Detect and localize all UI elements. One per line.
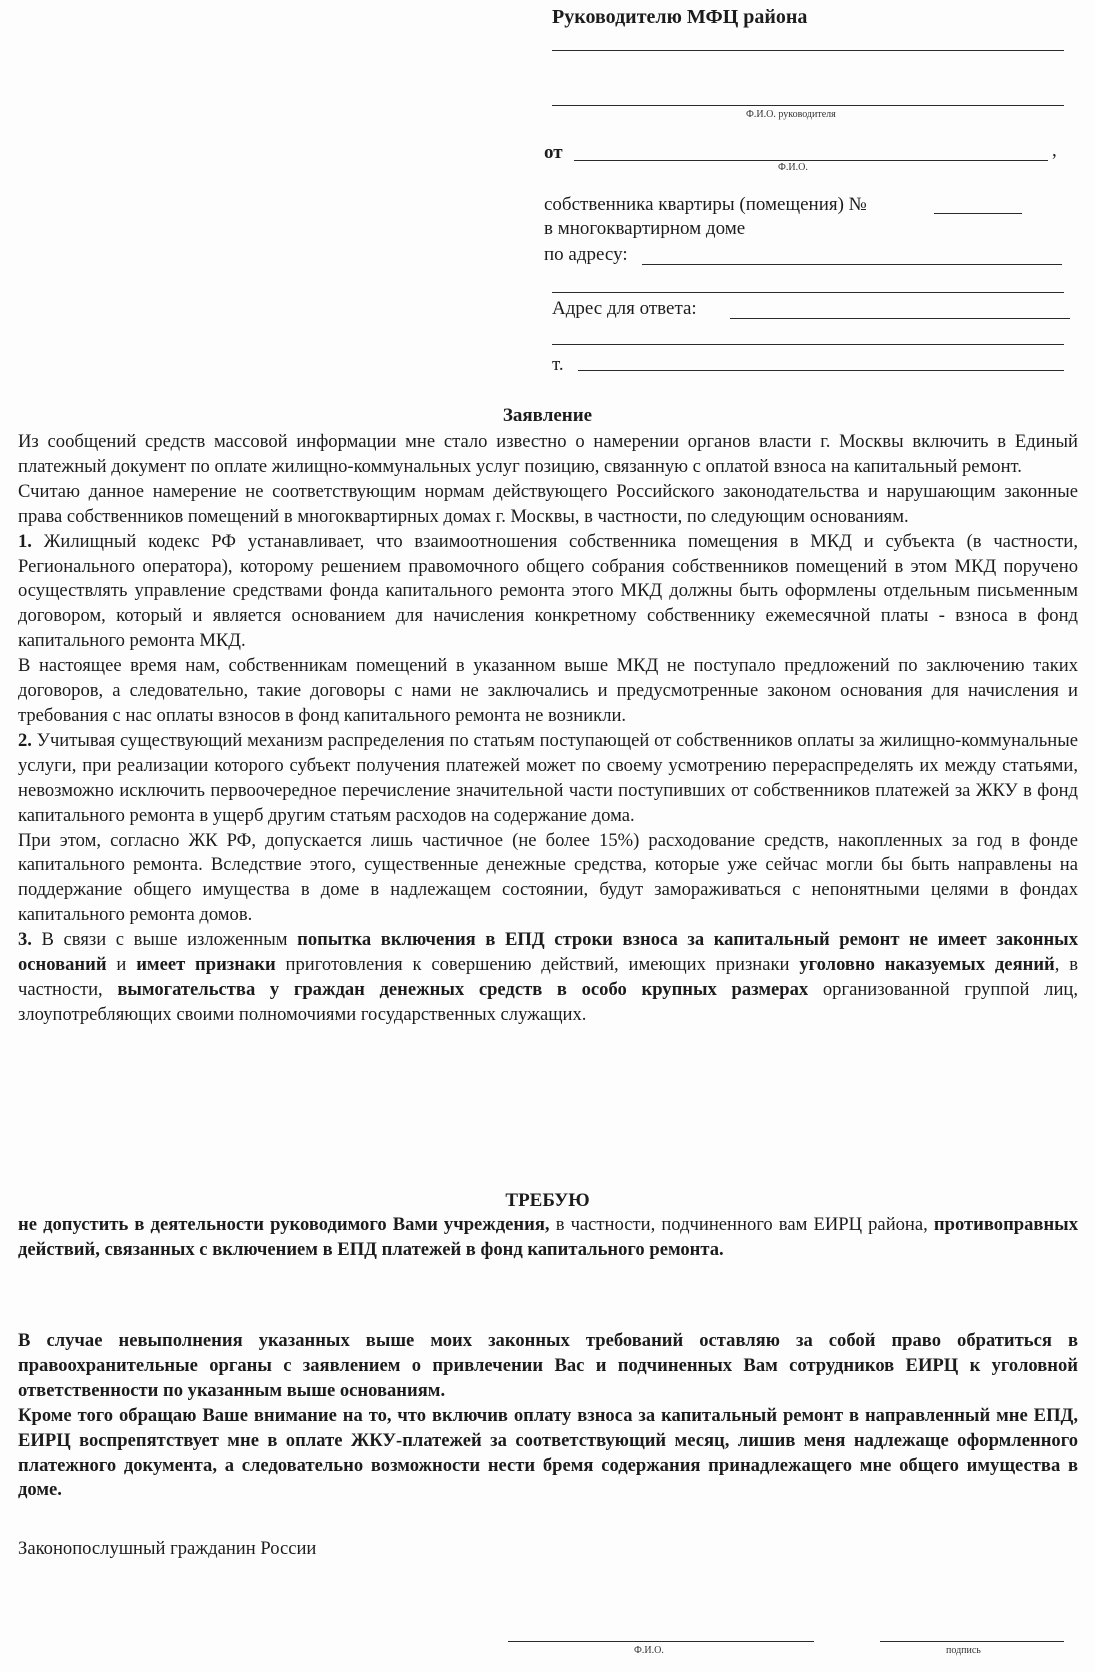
warning-body bbox=[18, 1329, 1078, 1503]
point-3-text-e: приготовления к совершению действий, имеющих признаки bbox=[275, 954, 800, 976]
signer-name-line bbox=[508, 1641, 814, 1642]
signer-name-caption: Ф.И.О. bbox=[634, 1645, 664, 1656]
paragraph-point-2 bbox=[18, 729, 1078, 829]
point-1-number: 1. bbox=[18, 530, 32, 552]
addressee-title: Руководителю МФЦ района bbox=[552, 6, 808, 28]
signature-caption: подпись bbox=[946, 1645, 981, 1656]
director-name-line-2 bbox=[552, 105, 1064, 106]
statement-body bbox=[18, 430, 1078, 1028]
demand-paragraph bbox=[18, 1213, 1078, 1263]
owner-line: собственника квартиры (помещения) № bbox=[544, 194, 867, 215]
warning-paragraph: В случае невыполнения указанных выше моих законных требований оставляю за собой право обратиться в правоохранительные органы с заявлением о привлечении Вас и подчиненных Вам сотрудников ЕИРЦ к уголовной ответственности по указанным выше основаниям. bbox=[18, 1330, 1078, 1401]
paragraph-intro: Из сообщений средств массовой информации мне стало известно о намерении органов власти г. Москвы включить в Единый платежный документ по оплате жилищно-коммунальных услуг позицию, связанную с оплатой взноса на капитальный ремонт. bbox=[18, 431, 1078, 477]
reply-address-label: Адрес для ответа: bbox=[552, 298, 697, 319]
applicant-name-caption: Ф.И.О. bbox=[778, 162, 808, 173]
paragraph-position: Считаю данное намерение не соответствующим нормам действующего Российского законодательства и нарушающим законные права собственников помещений в многоквартирных домах г. Москвы, в частности, по следующим основаниям. bbox=[18, 480, 1078, 527]
address-line-1 bbox=[642, 264, 1062, 265]
point-3-text-f: уголовно наказуемых деяний bbox=[799, 954, 1055, 976]
point-1-text: Жилищный кодекс РФ устанавливает, что взаимоотношения собственника помещения в МКД и субъекта (в частности, Регионального оператора), которому решением правомочного общего собрания собственников помещений в этом МКД поручено осуществлять управление средствами фонда капитального ремонта этого МКД должны быть оформлены отдельным письменным договором, который и является основанием для начисления конкретному собственнику ежемесячной платы - взноса в фонд капитального ремонта МКД. bbox=[18, 530, 1078, 652]
point-3-text-i: организованной группой лиц, злоупотребляющих своими полномочиями государственных служащих. bbox=[18, 978, 1078, 1025]
apartment-number-line bbox=[934, 213, 1022, 214]
closing-text: Законопослушный гражданин России bbox=[18, 1538, 317, 1559]
phone-line bbox=[578, 370, 1064, 371]
director-name-line-1 bbox=[552, 50, 1064, 51]
from-label: от bbox=[544, 142, 563, 163]
address-line-2 bbox=[552, 292, 1064, 293]
point-3-text-h: вымогательства у граждан денежных средств в особо крупных размерах bbox=[117, 978, 809, 1000]
reply-address-line-1 bbox=[730, 318, 1070, 319]
point-3-text-d: имеет признаки bbox=[136, 954, 276, 976]
building-line: в многоквартирном доме bbox=[544, 218, 746, 239]
demand-body bbox=[18, 1213, 1078, 1263]
point-3-text-a: В связи с выше изложенным bbox=[31, 929, 298, 951]
demand-title: ТРЕБУЮ bbox=[505, 1190, 590, 1211]
paragraph-point-1 bbox=[18, 530, 1078, 655]
reply-address-line-2 bbox=[552, 344, 1064, 345]
point-3-text-c: и bbox=[106, 954, 137, 976]
paragraph-spending-limit: При этом, согласно ЖК РФ, допускается лишь частичное (не более 15%) расходование средств, накопленных за год в фонде капитального ремонта. Вследствие этого, существенные денежные средства, которые уже сейчас могли бы быть направлены на поддержание общего имущества в доме в надлежащем состоянии, будут замораживаться с непонятными целями в фондах капитального ремонта домов. bbox=[18, 829, 1078, 926]
demand-text-b: в частности, подчиненного вам ЕИРЦ района, bbox=[549, 1214, 934, 1235]
point-3-text-g: , в частности, bbox=[18, 954, 1079, 1000]
phone-label: т. bbox=[552, 354, 564, 375]
point-3-number: 3. bbox=[18, 929, 32, 951]
from-comma: , bbox=[1052, 140, 1057, 161]
applicant-name-line bbox=[574, 160, 1048, 161]
attention-paragraph: Кроме того обращаю Ваше внимание на то, что включив оплату взноса за капитальный ремонт в направленный мне ЕПД, ЕИРЦ воспрепятствует мне в оплате ЖКУ-платежей за соответствующий месяц, лишив меня надлежаще оформленного платежного документа, а следовательно возможности нести бремя содержания принадлежащего мне общего имущества в доме. bbox=[18, 1404, 1078, 1501]
demand-text-a: не допустить в деятельности руководимого Вами учреждения, bbox=[18, 1214, 550, 1235]
paragraph-contracts: В настоящее время нам, собственникам помещений в указанном выше МКД не поступало предложений по заключению таких договоров, а следовательно, такие договоры с нами не заключались и предусмотренные законом основания для начисления и требования с нас оплаты взносов в фонд капитального ремонта не возникли. bbox=[18, 655, 1078, 726]
statement-title: Заявление bbox=[502, 405, 593, 426]
point-3-text-b: попытка включения в ЕПД строки взноса за капитальный ремонт не имеет законных оснований bbox=[18, 929, 1078, 976]
director-name-caption: Ф.И.О. руководителя bbox=[746, 109, 836, 120]
demand-text-c: противоправных действий, связанных с включением в ЕПД платежей в фонд капитального ремонта. bbox=[18, 1214, 1078, 1260]
point-2-number: 2. bbox=[18, 729, 32, 751]
signature-line bbox=[880, 1641, 1064, 1642]
address-label: по адресу: bbox=[544, 244, 628, 265]
paragraph-point-3 bbox=[18, 928, 1078, 1028]
point-2-text: Учитывая существующий механизм распределения по статьям поступающей от собственников оплаты за жилищно-коммунальные услуги, при реализации которого субъект получения платежей может по своему усмотрению перераспределять их между статьями, невозможно исключить первоочередное перечисление значительной части поступивших от собственников платежей за ЖКУ в фонд капитального ремонта в ущерб другим статьям расходов на содержание дома. bbox=[18, 729, 1078, 826]
